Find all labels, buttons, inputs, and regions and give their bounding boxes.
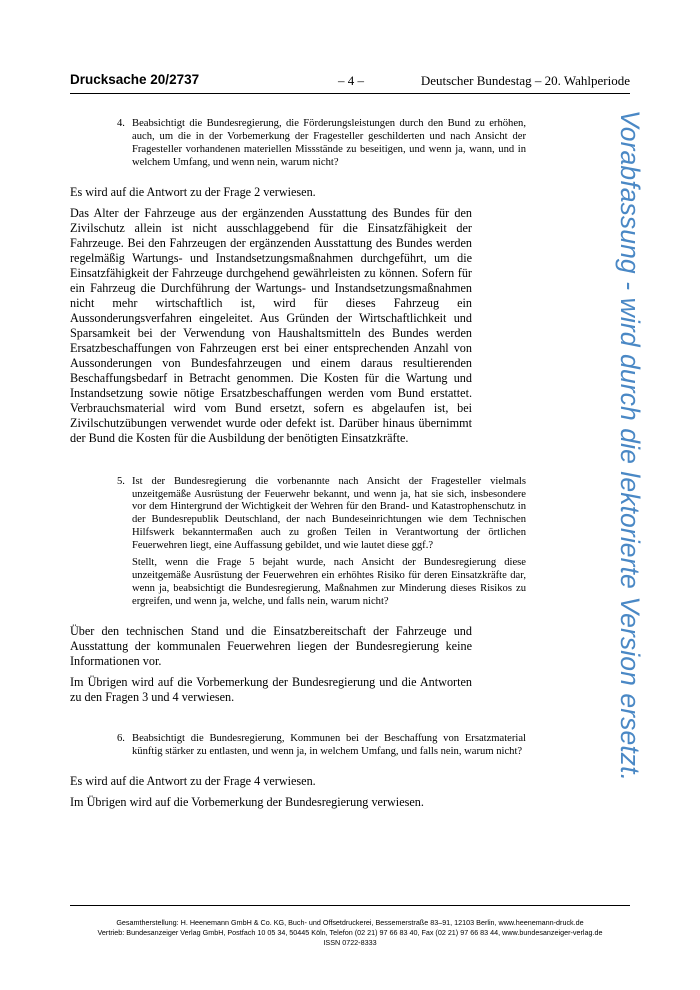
page-number: – 4 – xyxy=(338,73,364,88)
header-institution: Deutscher Bundestag – 20. Wahlperiode xyxy=(420,73,630,88)
question-number: 6. xyxy=(117,732,125,744)
footer-issn: ISSN 0722-8333 xyxy=(323,938,377,947)
answer-paragraph: Im Übrigen wird auf die Vorbemerkung der Bundesregierung verwiesen. xyxy=(70,794,424,809)
question-5 xyxy=(117,476,526,553)
watermark-text: Vorabfassung - wird durch die lektorierte Version ersetzt. xyxy=(615,110,645,782)
answer-paragraph: Das Alter der Fahrzeuge aus der ergänzenden Ausstattung des Bundes für den Zivilschutz allein ist nicht ausschlaggebend für die Einsatzfähigkeit der Fahrzeuge. Bei den Fahrzeugen der ergänzenden Ausstattung des Bundes werden regelmäßig Wartungs- und Instandsetzungsmaßnahmen durchgeführt, um die Einsatzfähigkeit der Fahrzeuge durchgehend gewährleisten zu können. Sofern für ein Fahrzeug die Durchführung der Wartungs- und Instandsetzungsmaßnahmen nicht mehr wirtschaftlich ist, wird für dieses Fahrzeug ein Aussonderungsverfahren eingeleitet. Aus Gründen der Wirtschaftlichkeit und Sparsamkeit bei der Verwendung von Haushaltsmitteln des Bundes werden Ersatzbeschaffungen von Fahrzeugen erst bei einer entsprechenden Anzahl von Aussonderungen von Bundesfahrzeugen und einem daraus resultierenden Beschaffungsbedarf in Betracht genommen. Die Kosten für die Wartung und Instandsetzung sowie nötige Ersatzbeschaffungen werden vom Bund erstattet. Verbrauchsmaterial wird vom Bund ersetzt, sofern es abgelaufen ist, bei Zivilschutzübungen verwendet wurde oder defekt ist. Darüber hinaus übernimmt der Bund die Kosten für die Ausbildung der benötigten Einsatzkräfte. xyxy=(70,205,472,445)
question-4 xyxy=(117,118,526,170)
question-6 xyxy=(117,733,526,759)
draft-watermark xyxy=(615,110,688,900)
question-number: 4. xyxy=(117,118,125,129)
page-footer xyxy=(70,918,630,948)
document-number-value: 2737 xyxy=(169,72,200,87)
answer-paragraph: Über den technischen Stand und die Einsatzbereitschaft der Fahrzeuge und Ausstattung der kommunalen Feuerwehren liegen der Bundesregierung keine Informationen vor. xyxy=(70,623,472,668)
question-number: 5. xyxy=(117,475,125,487)
answer-paragraph: Im Übrigen wird auf die Vorbemerkung der Bundesregierung und die Antworten zu den Fragen 3 und 4 verwiesen. xyxy=(70,674,472,704)
page-body xyxy=(70,118,630,810)
question-text-continued: Stellt, wenn die Frage 5 bejaht wurde, nach Ansicht der Bundesregierung diese unzeitgemäße Ausrüstung der Feuerwehren ein erhöhtes Risiko für deren Einsatzkräfte dar, wenn ja, beabsichtigt die Bundesregierung, Maßnahmen zur Minderung dieses Risikos zu ergreifen, und wenn ja, welche, und falls nein, warum nicht? xyxy=(132,557,526,607)
document-number xyxy=(70,72,199,87)
footer-distributor-line: Vertrieb: Bundesanzeiger Verlag GmbH, Postfach 10 05 34, 50445 Köln, Telefon (02 21) 97 66 83 40, Fax (02 21) 97 66 83 44, www.bundesanzeiger-verlag.de xyxy=(97,928,603,937)
page-header xyxy=(70,70,630,90)
answer-paragraph: Es wird auf die Antwort zu der Frage 2 verwiesen. xyxy=(70,184,316,199)
question-text: Ist der Bundesregierung die vorbenannte nach Ansicht der Fragesteller vielmals unzeitgemäße Ausrüstung der Feuerwehr bekannt, und wenn ja, hat sie sich, insbesondere vor dem Hintergrund der Wichtigkeit der Wehren für den Brand- und Katastrophenschutz in der Bundesrepublik Deutschland, der nach Bundeseinrichtungen wie dem Technischen Hilfswerk bekanntermaßen auch zu großen Teilen in Verantwortung der örtlichen Feuerwehren liegt, eine Auffassung gebildet, und wie lautet diese ggf.? xyxy=(132,475,526,552)
document-number-prefix: Drucksache 20/ xyxy=(70,72,170,87)
question-text: Beabsichtigt die Bundesregierung, die Förderungsleistungen durch den Bund zu erhöhen, auch, um die in der Vorbemerkung der Fragesteller geschilderten und nach Ansicht der Fragesteller vorhandenen materiellen Missstände zu beseitigen, und wenn ja, wann, und in welchem Umfang, und wenn nein, warum nicht? xyxy=(132,118,526,168)
header-rule xyxy=(70,93,630,94)
footer-rule xyxy=(70,905,630,906)
footer-printer-line: Gesamtherstellung: H. Heenemann GmbH & Co. KG, Buch- und Offsetdruckerei, Bessemerstraße 83–91, 12103 Berlin, www.heenemann-druck.de xyxy=(116,918,584,927)
answer-paragraph: Es wird auf die Antwort zu der Frage 4 verwiesen. xyxy=(70,773,316,788)
question-text: Beabsichtigt die Bundesregierung, Kommunen bei der Beschaffung von Ersatzmaterial künftig stärker zu entlasten, und wenn ja, in welchem Umfang, und falls nein, warum nicht? xyxy=(132,732,526,757)
